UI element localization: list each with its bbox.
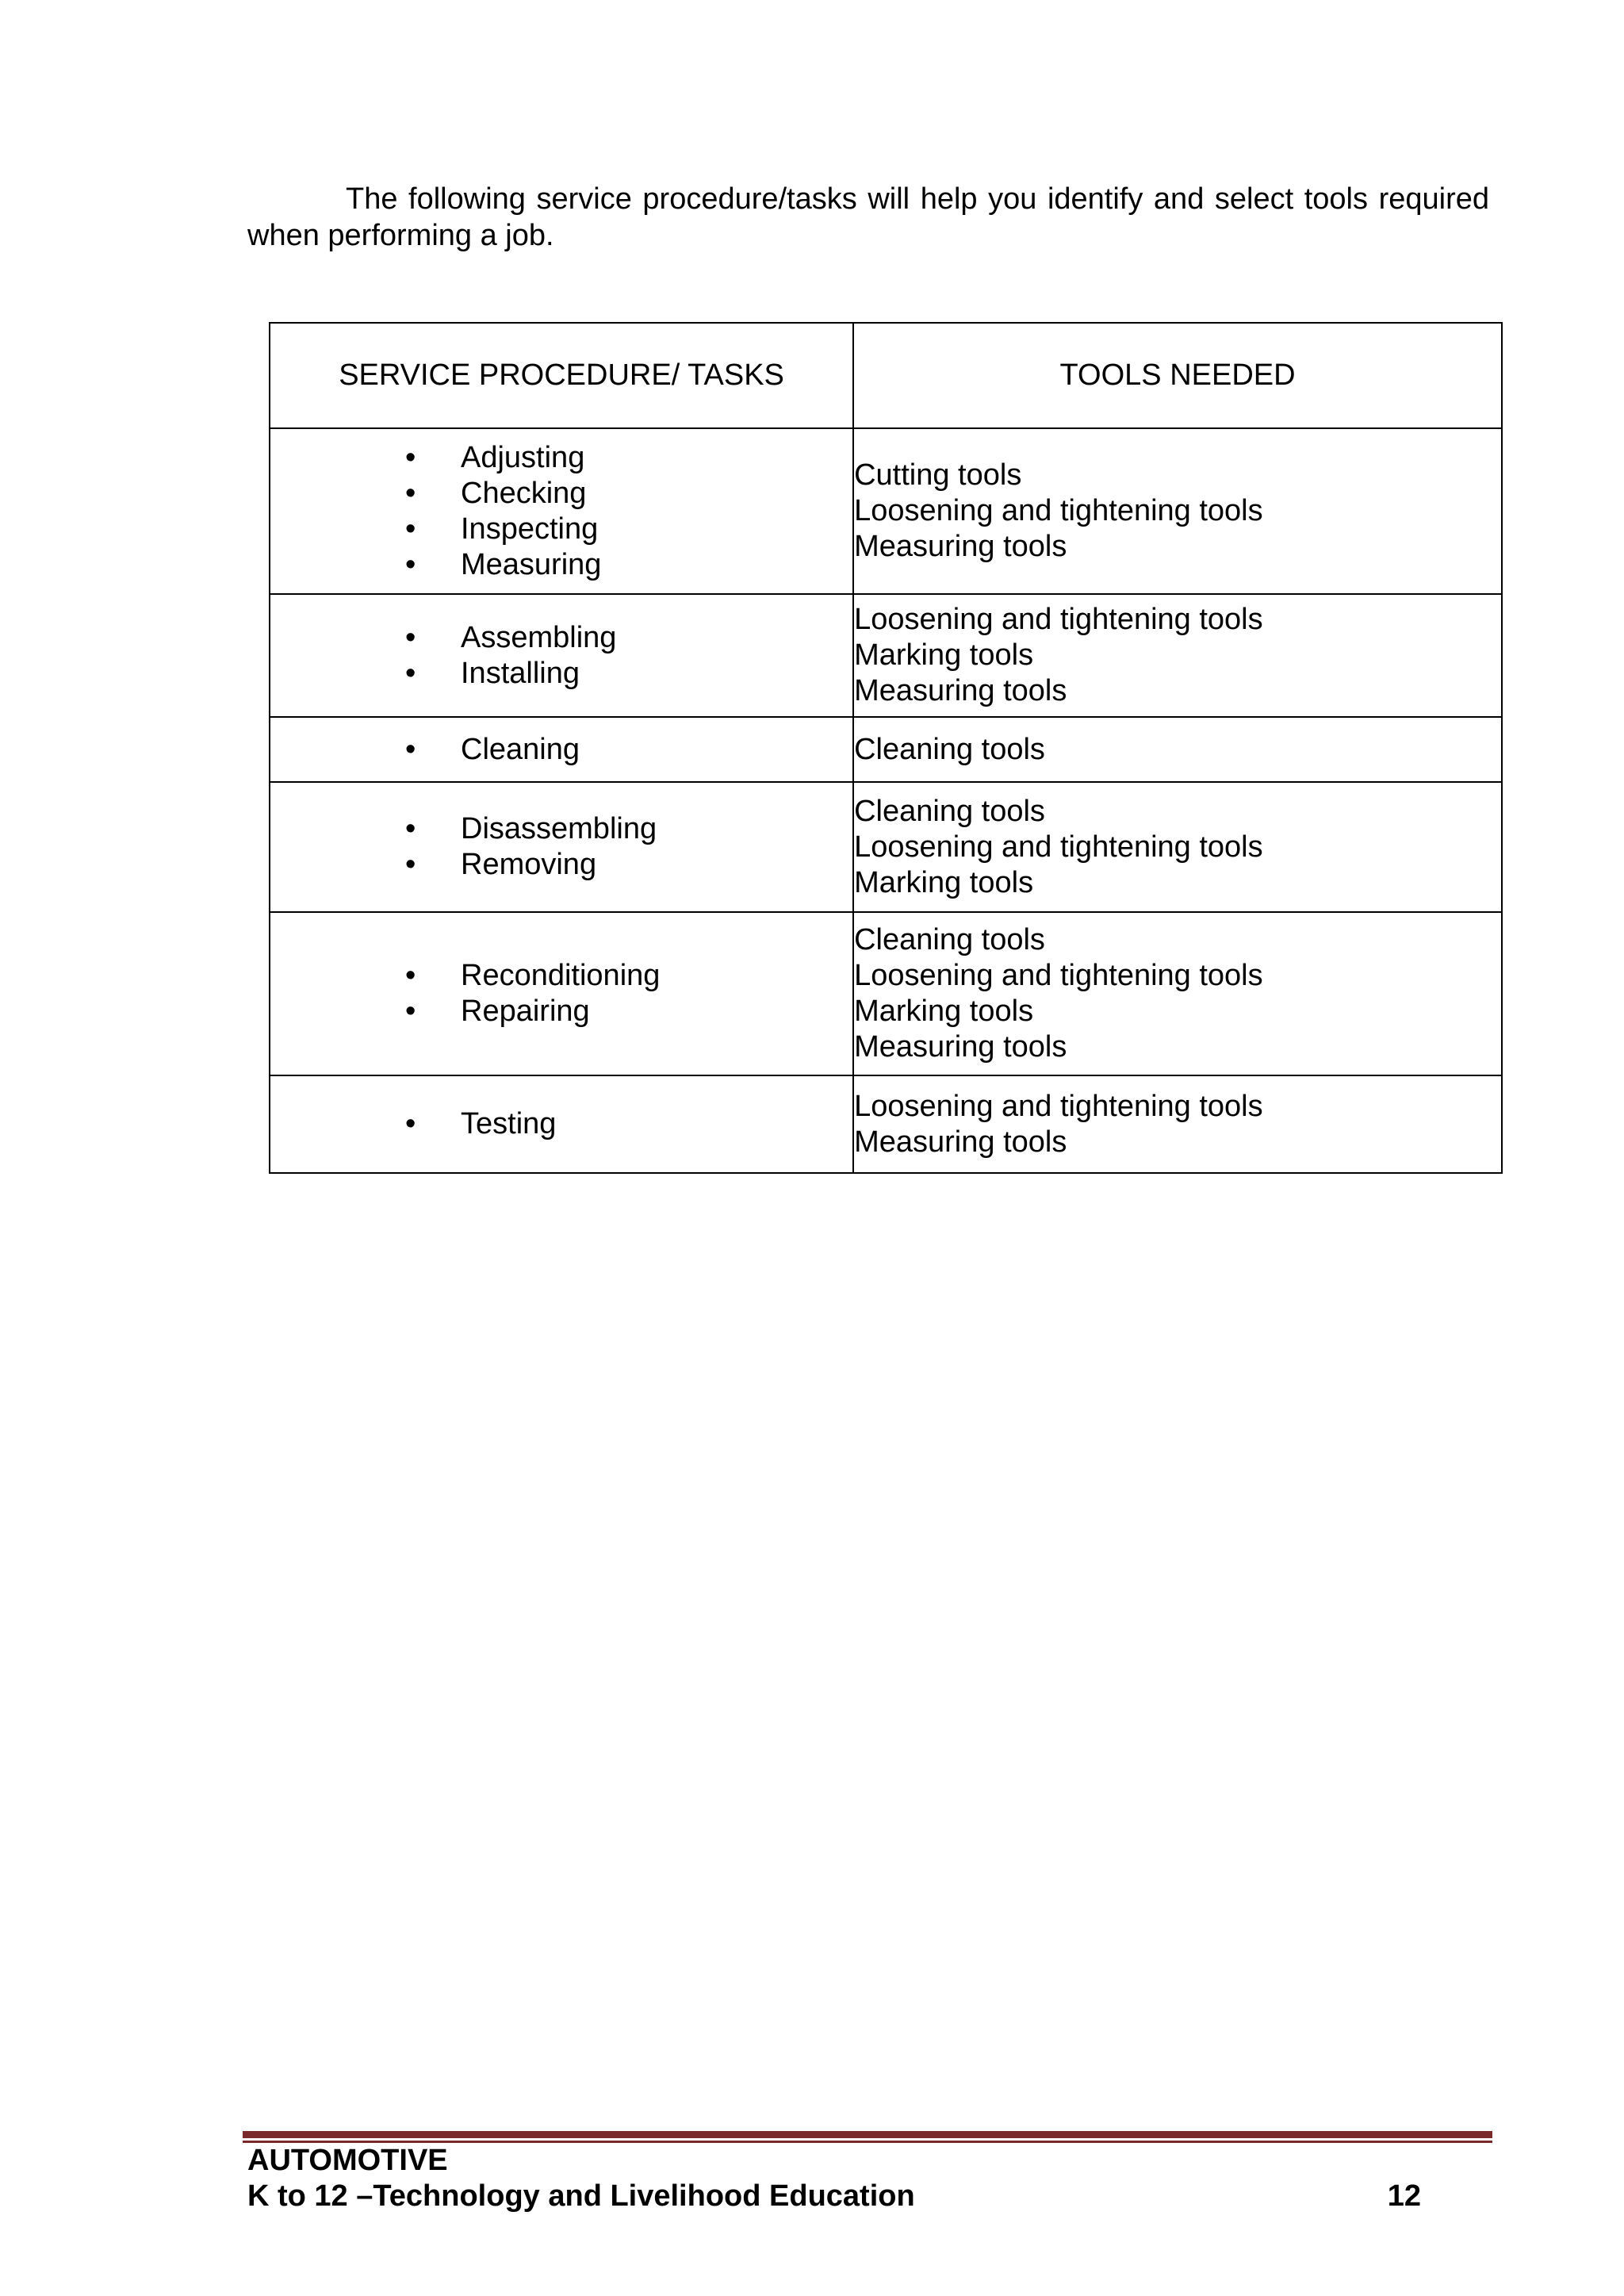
tool-item: Marking tools [854,638,1034,672]
bullet-icon: • [405,656,416,690]
bullet-icon: • [405,476,416,510]
task-list [270,958,852,1029]
bullet-icon: • [405,620,416,654]
tools-cell [853,717,1502,782]
tool-item: Measuring tools [854,674,1067,707]
tasks-cell [270,594,853,717]
tools-cell [853,428,1502,594]
task-label: Assembling [461,620,617,654]
tool-item: Marking tools [854,995,1034,1028]
task-list [270,732,852,768]
task-item [405,440,852,476]
task-list [270,1106,852,1142]
bullet-icon: • [405,547,416,581]
task-item [405,620,852,656]
table-row [270,428,1502,594]
table-row [270,782,1502,912]
bullet-icon: • [405,732,416,766]
tool-item: Measuring tools [854,1125,1067,1159]
task-item [405,958,852,994]
task-label: Adjusting [461,440,585,474]
bullet-icon: • [405,812,416,845]
tool-item: Cutting tools [854,458,1022,492]
page-footer [247,2143,1421,2214]
tool-item: Loosening and tightening tools [854,830,1263,864]
tool-item: Measuring tools [854,530,1067,563]
tool-item: Loosening and tightening tools [854,1089,1263,1123]
task-item [405,656,852,692]
intro-paragraph: The following service procedure/tasks will help you identify and select tools required when performing a job. [247,182,1489,252]
task-list [270,811,852,883]
tasks-cell [270,717,853,782]
task-item [405,732,852,768]
table-row [270,1075,1502,1173]
tool-item: Cleaning tools [854,923,1045,956]
table-header-row [270,323,1502,428]
task-label: Installing [461,656,580,690]
bullet-icon: • [405,848,416,881]
task-item [405,847,852,883]
bullet-icon: • [405,959,416,992]
task-item [405,512,852,547]
bullet-icon: • [405,512,416,546]
bullet-icon: • [405,995,416,1028]
task-item [405,994,852,1029]
task-item [405,811,852,847]
table-row [270,912,1502,1075]
task-label: Checking [461,476,587,510]
task-item [405,476,852,512]
task-item [405,547,852,583]
tools-cell [853,594,1502,717]
tool-item: Cleaning tools [854,794,1045,828]
task-label: Inspecting [461,512,599,546]
table-row [270,594,1502,717]
tasks-cell [270,1075,853,1173]
header-tools-needed: TOOLS NEEDED [853,323,1502,428]
tools-cell [853,912,1502,1075]
tool-item: Loosening and tightening tools [854,603,1263,636]
task-label: Measuring [461,547,602,581]
table-row [270,717,1502,782]
task-label: Reconditioning [461,959,661,992]
bullet-icon: • [405,440,416,474]
footer-course-line [247,2179,1421,2214]
task-label: Repairing [461,995,590,1028]
tool-item: Loosening and tightening tools [854,494,1263,527]
task-list [270,620,852,692]
tasks-cell [270,428,853,594]
footer-course: K to 12 –Technology and Livelihood Education [247,2179,915,2213]
footer-rule-thick [243,2131,1492,2138]
tool-item: Cleaning tools [854,732,1045,766]
tasks-cell [270,782,853,912]
footer-subject: AUTOMOTIVE [247,2144,448,2177]
header-service-procedure: SERVICE PROCEDURE/ TASKS [270,323,853,428]
tool-item: Marking tools [854,865,1034,899]
page-number: 12 [1387,2179,1421,2213]
bullet-icon: • [405,1107,416,1140]
task-label: Removing [461,848,597,881]
task-label: Cleaning [461,732,580,766]
tool-item: Measuring tools [854,1030,1067,1064]
tasks-cell [270,912,853,1075]
tool-item: Loosening and tightening tools [854,959,1263,992]
task-list [270,440,852,583]
task-label: Disassembling [461,812,657,845]
task-label: Testing [461,1107,557,1140]
tools-cell [853,782,1502,912]
task-item [405,1106,852,1142]
service-tools-table [269,322,1503,1174]
tools-cell [853,1075,1502,1173]
